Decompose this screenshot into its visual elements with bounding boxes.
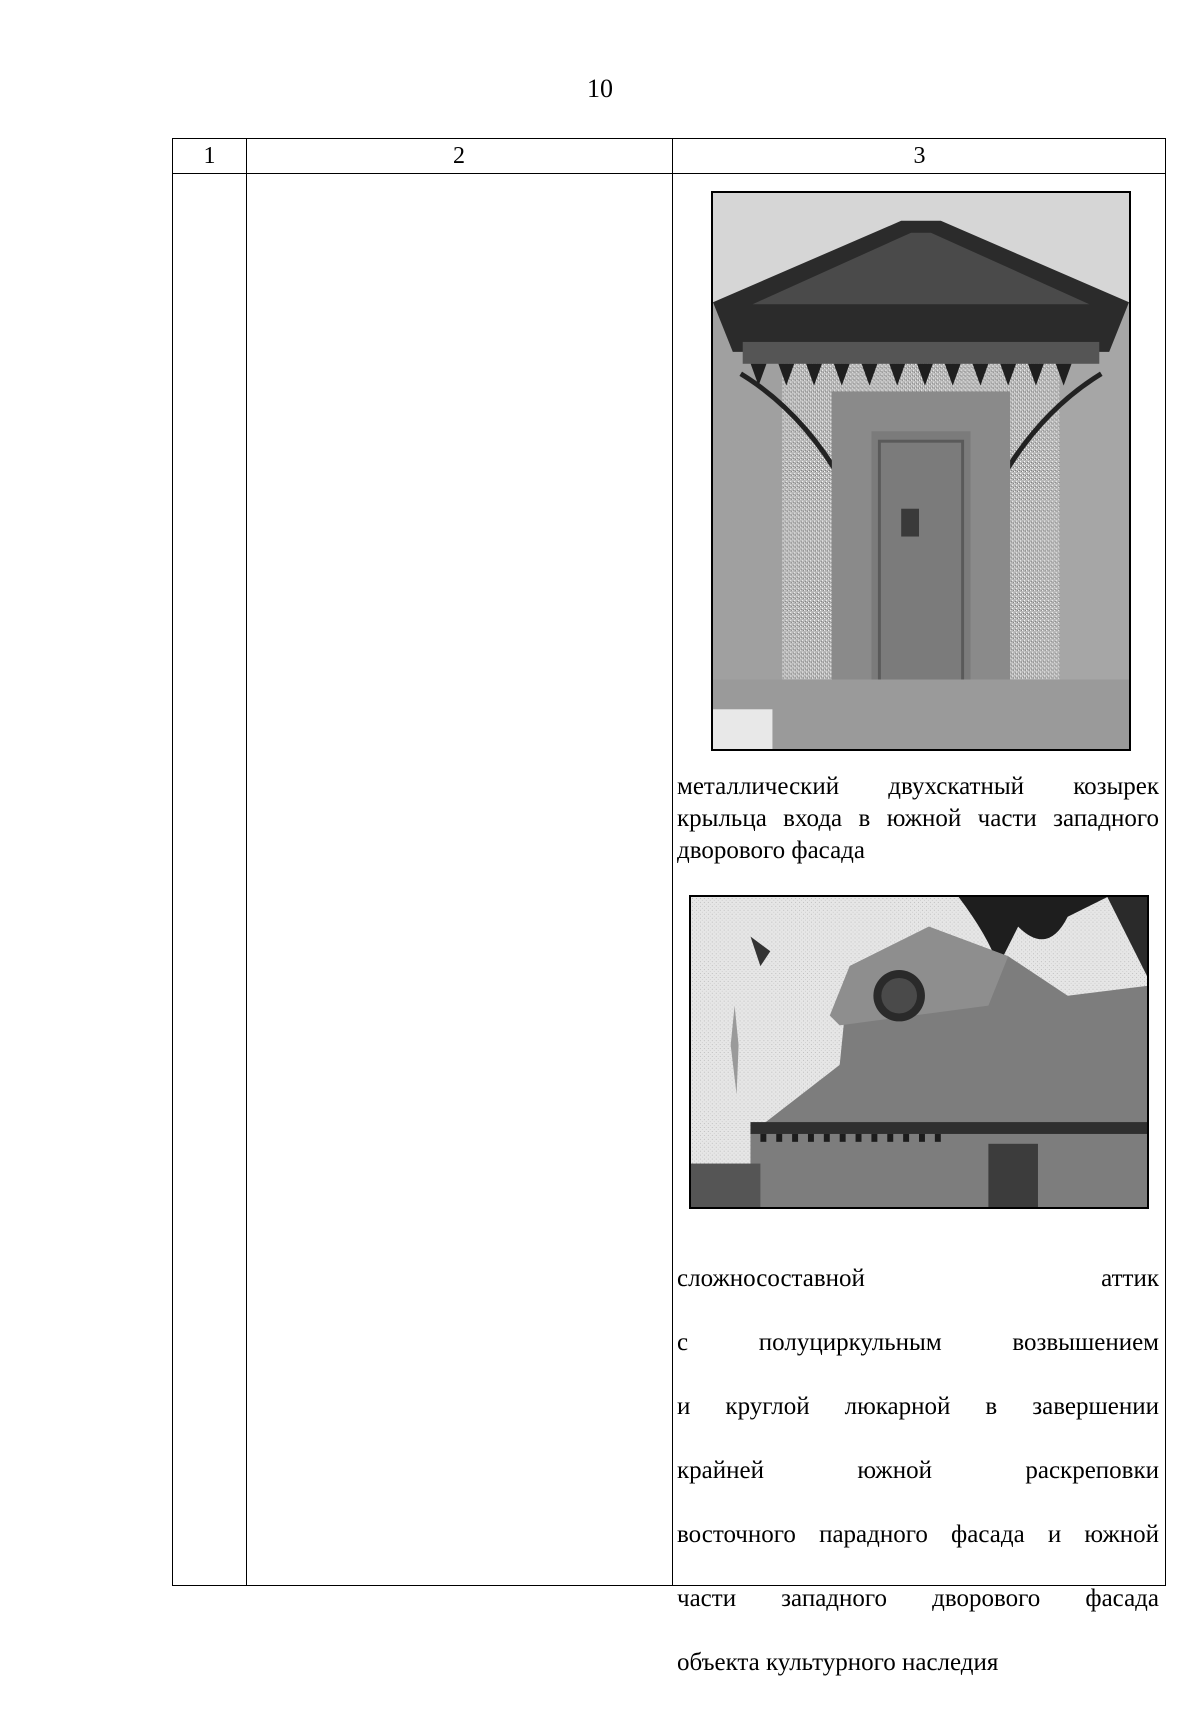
porch-canopy-photo [711, 191, 1131, 751]
porch-canopy-caption: металлический двухскатный козырек крыльца входа в южной части западного дворового фасада [677, 773, 1159, 864]
caption-line: восточного парадного фасада и южной [677, 1521, 1159, 1548]
attic-caption [677, 1231, 1159, 1711]
attic-image [691, 897, 1147, 1207]
document-table [172, 138, 1166, 1676]
header-cell-2: 2 [453, 143, 465, 169]
caption-line: с полуциркульным возвышением [677, 1329, 1159, 1356]
column-divider [246, 139, 247, 1585]
caption-line: части западного дворового фасада [677, 1585, 1159, 1612]
attic-photo [689, 895, 1149, 1209]
page-number: 10 [587, 74, 613, 103]
porch-canopy-image [713, 193, 1129, 749]
caption-line: сложносоставной аттик [677, 1265, 1159, 1292]
caption-line: крайней южной раскреповки [677, 1457, 1159, 1484]
caption-line: и круглой люкарной в завершении [677, 1393, 1159, 1420]
header-cell-1: 1 [203, 143, 216, 169]
caption-line: объекта культурного наследия [677, 1649, 999, 1676]
header-cell-3: 3 [913, 143, 926, 169]
header-divider [173, 173, 1165, 174]
column-divider [672, 139, 673, 1585]
